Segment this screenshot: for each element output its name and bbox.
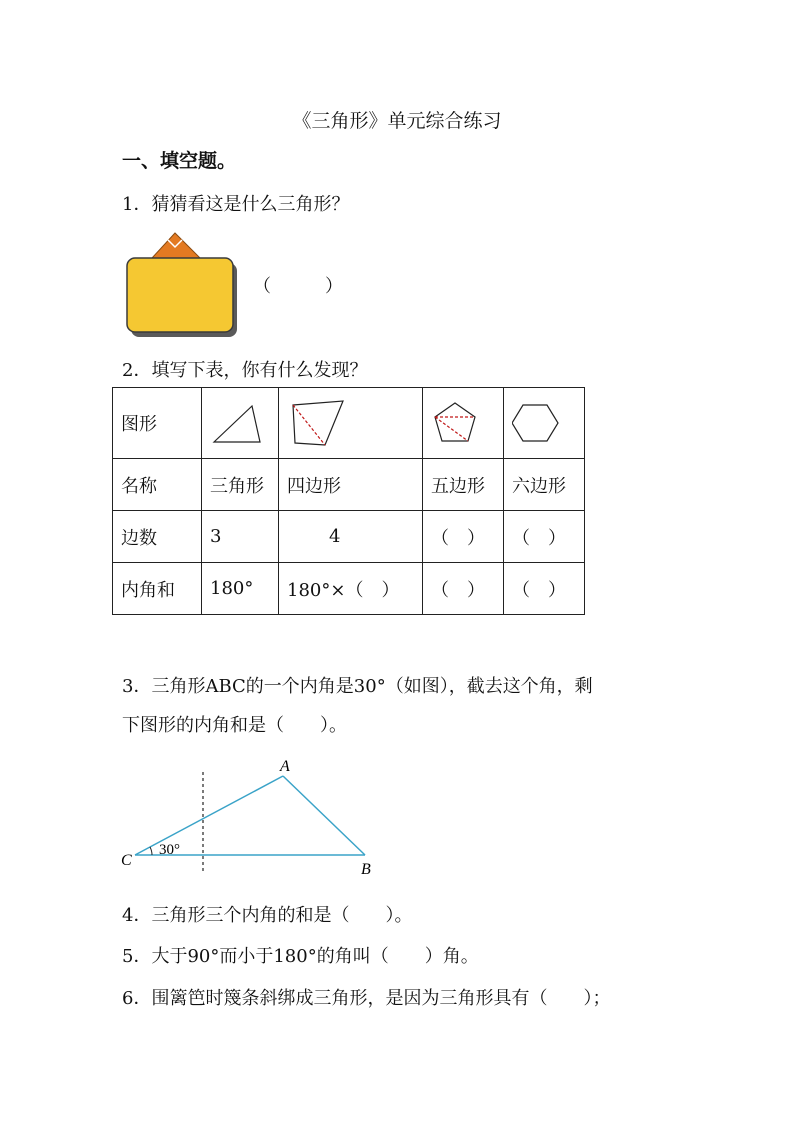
label-c: C: [121, 852, 132, 869]
polygon-table: [112, 387, 585, 615]
quadrilateral-icon: [287, 397, 347, 449]
angle-arc: [150, 847, 152, 855]
sides-hexagon-blank[interactable]: （ ）: [504, 511, 585, 563]
question-5-text: 5．大于90°而小于180°的角叫（ ）角。: [122, 946, 479, 967]
question-3-line-2: 下图形的内角和是（ ）。: [122, 715, 347, 736]
side-ca: [135, 776, 283, 855]
label-angle-30: 30°: [159, 842, 180, 858]
side-ab: [283, 776, 365, 855]
label-a: A: [280, 758, 290, 775]
pentagon-icon: [431, 399, 491, 447]
cell-quadrilateral-shape: [279, 388, 423, 459]
row-label-shape: 图形: [113, 388, 202, 459]
table-row-sides: [113, 511, 585, 563]
hexagon-icon: [512, 399, 572, 447]
name-triangle: 三角形: [202, 459, 279, 511]
page-title: 《三角形》单元综合练习: [292, 110, 502, 132]
row-label-sides: 边数: [113, 511, 202, 563]
question-2-text: 2．填写下表，你有什么发现？: [122, 360, 368, 381]
row-label-name: 名称: [113, 459, 202, 511]
cell-hexagon-shape: [504, 388, 585, 459]
q1-hidden-triangle-figure: [120, 228, 245, 340]
sides-triangle: 3: [202, 511, 279, 563]
angle-sum-pentagon-blank[interactable]: （ ）: [423, 563, 504, 615]
angle-sum-quadrilateral-blank[interactable]: 180°×（ ）: [279, 563, 423, 615]
section-heading-fill-blank: 一、填空题。: [122, 150, 237, 172]
label-b: B: [361, 861, 371, 878]
question-1-text: 1．猜猜看这是什么三角形？: [122, 194, 350, 215]
yellow-card: [127, 258, 233, 332]
table-row-names: [113, 459, 585, 511]
triangle-icon: [210, 398, 270, 448]
question-6-text: 6．围篱笆时篾条斜绑成三角形，是因为三角形具有（ ）；: [122, 988, 611, 1009]
name-hexagon: 六边形: [504, 459, 585, 511]
angle-sum-hexagon-blank[interactable]: （ ）: [504, 563, 585, 615]
name-pentagon: 五边形: [423, 459, 504, 511]
q3-triangle-abc-figure: [115, 752, 385, 882]
angle-sum-triangle: 180°: [202, 563, 279, 615]
sides-pentagon-blank[interactable]: （ ）: [423, 511, 504, 563]
cell-triangle-shape: [202, 388, 279, 459]
cell-pentagon-shape: [423, 388, 504, 459]
table-row-angle-sum: [113, 563, 585, 615]
name-quadrilateral: 四边形: [279, 459, 423, 511]
row-label-angle-sum: 内角和: [113, 563, 202, 615]
table-row-shapes: [113, 388, 585, 459]
sides-quadrilateral: 4: [279, 511, 423, 563]
q1-answer-blank[interactable]: （ ）: [253, 276, 343, 297]
question-4-text: 4．三角形三个内角的和是（ ）。: [122, 905, 413, 926]
question-3-line-1: 3．三角形ABC的一个内角是30°（如图），截去这个角，剩: [122, 676, 593, 697]
